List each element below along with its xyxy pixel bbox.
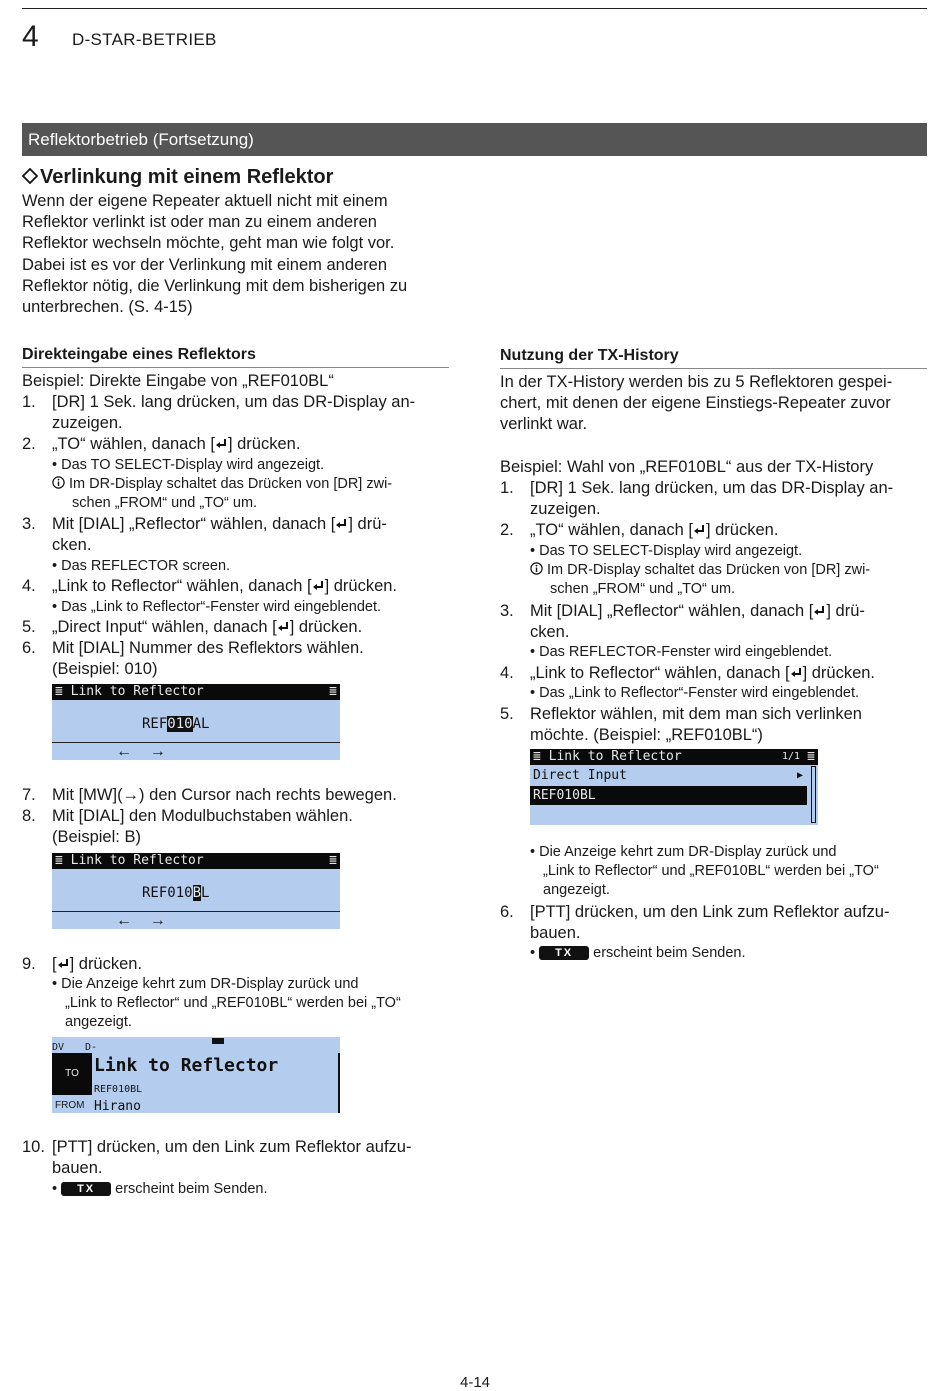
chevron-right-icon: ▶ xyxy=(796,770,803,781)
section-title xyxy=(22,166,333,189)
cursor-arrows: ← → xyxy=(116,743,166,760)
list-item-label: Direct Input xyxy=(533,768,627,783)
tx-note: • TX erscheint beim Senden. xyxy=(52,1181,268,1197)
lcd-divider xyxy=(52,911,340,912)
step-text: ] drü- xyxy=(826,602,865,620)
list-item-direct-input[interactable] xyxy=(530,766,807,785)
step-text: [DR] 1 Sek. lang drücken, um das DR-Display an- xyxy=(530,479,894,497)
step-number: 6. xyxy=(22,639,36,657)
step-number: 5. xyxy=(500,705,514,723)
intro-line: unterbrechen. (S. 4-15) xyxy=(22,298,193,317)
info-text: Im DR-Display schaltet das Drücken von [DR] zwi- xyxy=(547,562,871,578)
left-step-3 xyxy=(22,514,387,535)
left-step-6 xyxy=(22,638,364,659)
left-step-10 xyxy=(22,1137,411,1158)
lcd-edge xyxy=(338,1053,340,1113)
to-label: TO xyxy=(65,1068,79,1079)
right-step-5 xyxy=(500,704,862,725)
to-indicator xyxy=(52,1053,92,1095)
step-number: 4. xyxy=(22,577,36,595)
enter-key-icon xyxy=(790,666,803,679)
enter-key-icon xyxy=(57,957,70,970)
step-text: ] drücken. xyxy=(227,435,301,453)
step-text: Mit [MW](→) den Cursor nach rechts bewegen. xyxy=(52,786,397,804)
tx-note-text: erscheint beim Senden. xyxy=(115,1181,268,1197)
info-note xyxy=(500,561,870,580)
left-step-7 xyxy=(22,785,397,806)
step-bullet: • Das „Link to Reflector“-Fenster wird eingeblendet. xyxy=(52,599,382,615)
right-para-line: In der TX-History werden bis zu 5 Reflektoren gespei- xyxy=(500,373,893,391)
lcd-title-bar xyxy=(530,749,818,765)
intro-paragraph xyxy=(22,191,462,318)
step-number: 5. xyxy=(22,618,36,636)
enter-key-icon xyxy=(813,604,826,617)
lcd-dr-display xyxy=(52,1037,340,1113)
left-heading: Direkteingabe eines Reflektors xyxy=(22,344,449,368)
step-text: „Direct Input“ wählen, danach [ xyxy=(52,618,277,636)
lcd-link-to-reflector-module xyxy=(52,853,340,929)
scrollbar[interactable] xyxy=(811,766,816,823)
step-text: [PTT] drücken, um den Link zum Reflektor aufzu- xyxy=(52,1138,412,1156)
menu-icon: ≣ xyxy=(329,853,337,868)
lcd-title: Link to Reflector xyxy=(70,853,204,868)
step-number: 1. xyxy=(500,479,514,497)
top-rule xyxy=(22,8,927,9)
step-text-cont: (Beispiel: 010) xyxy=(52,660,158,678)
code-part: REF xyxy=(142,716,168,732)
tx-badge: TX xyxy=(539,946,589,960)
lcd-title: Link to Reflector xyxy=(548,749,682,764)
left-step-4 xyxy=(22,576,397,597)
step-text-cont: bauen. xyxy=(52,1159,103,1177)
section-title-text: Verlinkung mit einem Reflektor xyxy=(40,166,334,188)
right-step-6 xyxy=(500,902,889,923)
info-text-cont: schen „FROM“ und „TO“ um. xyxy=(550,581,736,597)
step-text-cont: cken. xyxy=(530,623,570,641)
info-text: Im DR-Display schaltet das Drücken von [DR] zwi- xyxy=(69,476,393,492)
dv-label: DV xyxy=(52,1042,65,1053)
step-text-cont: zuzeigen. xyxy=(52,414,123,432)
left-step-1 xyxy=(22,392,415,413)
lcd-divider xyxy=(52,742,340,743)
step-text: „TO“ wählen, danach [ xyxy=(530,521,693,539)
from-label: FROM xyxy=(52,1098,93,1113)
step-number: 4. xyxy=(500,664,514,682)
enter-key-icon xyxy=(312,579,325,592)
menu-icon: ≣ xyxy=(329,684,337,699)
step-bullet: • Die Anzeige kehrt zum DR-Display zurück und xyxy=(530,844,837,860)
step-bullet-cont: angezeigt. xyxy=(543,882,610,898)
diamond-icon xyxy=(22,168,38,184)
left-step-8 xyxy=(22,806,353,827)
info-note xyxy=(22,475,392,494)
tx-badge: TX xyxy=(61,1182,111,1196)
step-text: „Link to Reflector“ wählen, danach [ xyxy=(52,577,312,595)
step-bullet-cont: „Link to Reflector“ und „REF010BL“ werden bei „TO“ xyxy=(543,863,879,879)
step-number: 2. xyxy=(22,435,36,453)
left-step-5 xyxy=(22,617,362,638)
tx-note-text: erscheint beim Senden. xyxy=(593,945,746,961)
menu-icon: ≣ xyxy=(533,749,549,764)
step-number: 7. xyxy=(22,786,36,804)
step-bullet: • Die Anzeige kehrt zum DR-Display zurück und xyxy=(52,976,359,992)
list-item-selected[interactable] xyxy=(530,786,807,805)
code-part: AL xyxy=(192,716,210,732)
step-text: Mit [DIAL] „Reflector“ wählen, danach [ xyxy=(530,602,814,620)
step-number: 1. xyxy=(22,393,36,411)
right-column xyxy=(500,345,927,975)
signal-icon xyxy=(212,1038,224,1044)
to-value: Link to Reflector xyxy=(94,1055,279,1076)
code-cursor: 010 xyxy=(167,716,193,732)
step-number: 3. xyxy=(500,602,514,620)
step-text-cont: bauen. xyxy=(530,924,581,942)
lcd-link-to-reflector-number xyxy=(52,684,340,760)
step-bullet: • Das REFLECTOR-Fenster wird eingeblendet. xyxy=(530,644,833,660)
intro-line: Reflektor nötig, die Verlinkung mit dem bisherigen zu xyxy=(22,276,408,295)
step-text: ] drücken. xyxy=(289,618,363,636)
lcd-title: Link to Reflector xyxy=(70,684,204,699)
step-text: Mit [DIAL] „Reflector“ wählen, danach [ xyxy=(52,515,336,533)
step-bullet: • Das REFLECTOR screen. xyxy=(52,558,231,574)
right-heading: Nutzung der TX-History xyxy=(500,345,927,369)
right-step-2 xyxy=(500,520,778,541)
step-bullet-cont: angezeigt. xyxy=(65,1014,132,1030)
step-text: Mit [DIAL] den Modulbuchstaben wählen. xyxy=(52,807,353,825)
left-step-2 xyxy=(22,434,300,455)
right-step-3 xyxy=(500,601,865,622)
section-banner: Reflektorbetrieb (Fortsetzung) xyxy=(22,123,927,156)
left-column xyxy=(22,344,449,1214)
enter-key-icon xyxy=(277,620,290,633)
enter-key-icon xyxy=(215,437,228,450)
step-number: 8. xyxy=(22,807,36,825)
step-text: Mit [DIAL] Nummer des Reflektors wählen. xyxy=(52,639,364,657)
lcd-code xyxy=(142,714,209,735)
from-value: Hirano xyxy=(94,1099,141,1113)
lcd-tx-history-list xyxy=(530,749,818,825)
step-bullet: • Das „Link to Reflector“-Fenster wird eingeblendet. xyxy=(530,685,860,701)
right-step-4 xyxy=(500,663,875,684)
d-label: D- xyxy=(85,1042,98,1053)
lcd-title-bar xyxy=(52,853,340,869)
chapter-number: 4 xyxy=(22,20,39,53)
step-text: [DR] 1 Sek. lang drücken, um das DR-Display an- xyxy=(52,393,416,411)
enter-key-icon xyxy=(335,517,348,530)
page-number: 4-14 xyxy=(459,1374,491,1391)
lcd-code xyxy=(142,883,209,904)
left-step-9 xyxy=(22,954,142,975)
step-number: 6. xyxy=(500,903,514,921)
right-step-1 xyxy=(500,478,893,499)
step-text: ] drücken. xyxy=(705,521,779,539)
to-sub-value: REF010BL xyxy=(94,1084,143,1095)
step-text-cont: (Beispiel: B) xyxy=(52,828,141,846)
tx-note: • TX erscheint beim Senden. xyxy=(530,945,746,961)
intro-line: Dabei ist es vor der Verlinkung mit einem anderen xyxy=(22,255,388,274)
code-part: REF010 xyxy=(142,885,193,901)
step-text: [PTT] drücken, um den Link zum Reflektor aufzu- xyxy=(530,903,890,921)
step-bullet: • Das TO SELECT-Display wird angezeigt. xyxy=(530,543,803,559)
step-text: [ xyxy=(52,955,57,973)
info-icon xyxy=(530,562,543,575)
step-number: 3. xyxy=(22,515,36,533)
code-cursor: B xyxy=(192,885,202,901)
right-para-line: verlinkt war. xyxy=(500,415,588,433)
enter-key-icon xyxy=(693,523,706,536)
intro-line: Reflektor wechseln möchte, geht man wie folgt vor. xyxy=(22,234,395,253)
cursor-arrows: ← → xyxy=(116,912,166,929)
step-text: ] drücken. xyxy=(802,664,876,682)
step-text: „TO“ wählen, danach [ xyxy=(52,435,215,453)
intro-line: Wenn der eigene Repeater aktuell nicht mit einem xyxy=(22,192,388,210)
step-text-cont: zuzeigen. xyxy=(530,500,601,518)
step-number: 9. xyxy=(22,955,36,973)
menu-icon: ≣ xyxy=(55,853,71,868)
lcd-title-bar xyxy=(52,684,340,700)
right-example: Beispiel: Wahl von „REF010BL“ aus der TX-History xyxy=(500,458,874,476)
intro-line: Reflektor verlinkt ist oder man zu einem anderen xyxy=(22,213,377,232)
step-bullet: • Das TO SELECT-Display wird angezeigt. xyxy=(52,457,325,473)
step-text-cont: cken. xyxy=(52,536,92,554)
menu-icon: ≣ xyxy=(55,684,71,699)
step-text: „Link to Reflector“ wählen, danach [ xyxy=(530,664,790,682)
menu-icon: ≣ xyxy=(807,749,815,764)
step-bullet-cont: „Link to Reflector“ und „REF010BL“ werden bei „TO“ xyxy=(65,995,401,1011)
left-example: Beispiel: Direkte Eingabe von „REF010BL“ xyxy=(22,372,334,390)
step-text-cont: möchte. (Beispiel: „REF010BL“) xyxy=(530,726,763,744)
list-item-label: REF010BL xyxy=(533,788,596,803)
chapter-title: D-STAR-BETRIEB xyxy=(72,30,217,49)
step-text: ] drücken. xyxy=(69,955,143,973)
code-part: L xyxy=(201,885,210,901)
step-text: ] drü- xyxy=(348,515,387,533)
info-text-cont: schen „FROM“ und „TO“ um. xyxy=(72,495,258,511)
page-indicator: 1/1 xyxy=(781,751,800,762)
info-icon xyxy=(52,476,65,489)
step-number: 2. xyxy=(500,521,514,539)
step-text: ] drücken. xyxy=(324,577,398,595)
step-text: Reflektor wählen, mit dem man sich verlinken xyxy=(530,705,862,723)
step-number: 10. xyxy=(22,1138,45,1156)
right-para-line: chert, mit denen der eigene Einstiegs-Repeater zuvor xyxy=(500,394,891,412)
